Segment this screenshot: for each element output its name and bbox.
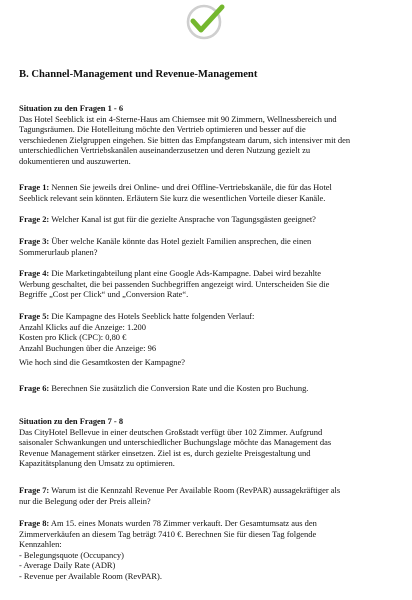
- question-7: [19, 485, 397, 506]
- question-1-label: Frage 1:: [19, 182, 50, 192]
- question-8-text: Zimmerverkäufen an diesem Tag beträgt 7410 €. Berechnen Sie für diesen Tag folgende: [19, 528, 317, 539]
- question-3-text: Über welche Kanäle könnte das Hotel gezielt Familien ansprechen, die einen: [49, 236, 312, 246]
- situation-2-line: Das CityHotel Bellevue in einer deutschen Großstadt verfügt über 102 Zimmer. Aufgrund: [19, 426, 323, 437]
- question-4-text: Werbung geschaltet, die bei passenden Suchbegriffen angezeigt wird. Unterscheiden Sie die: [19, 278, 330, 289]
- question-7-label: Frage 7:: [19, 485, 50, 495]
- situation-1-line: verschiedenen Zielgruppen eingehen. Sie bitten das Empfangsteam darum, sich intensiver mit den: [19, 134, 351, 145]
- situation-1-heading: Situation zu den Fragen 1 - 6: [19, 103, 124, 113]
- situation-1-line: Tagungsräumen. Die Hotelleitung möchte den Vertrieb optimieren und besser auf die: [19, 124, 306, 135]
- question-8-list-item: - Belegungsquote (Occupancy): [19, 549, 124, 560]
- question-6-label: Frage 6:: [19, 383, 50, 393]
- question-1-text: Nennen Sie jeweils drei Online- und drei Offline-Vertriebskanäle, die für das Hotel: [49, 182, 332, 192]
- situation-1-line: unterschiedlichen Vertriebskanälen auseinanderzusetzen und deren Nutzung gezielt zu: [19, 145, 311, 156]
- question-5-data: Kosten pro Klick (CPC): 0,80 €: [19, 332, 127, 343]
- situation-2: [19, 416, 397, 469]
- question-1: [19, 182, 397, 203]
- checkmark-logo-icon: [182, 3, 226, 41]
- question-5-label: Frage 5:: [19, 311, 50, 321]
- section-title: B. Channel-Management und Revenue-Management: [19, 69, 258, 80]
- question-6-text: Berechnen Sie zusätzlich die Conversion Rate und die Kosten pro Buchung.: [49, 383, 309, 393]
- question-8: [19, 518, 397, 582]
- question-4: [19, 268, 397, 300]
- question-2-label: Frage 2:: [19, 214, 50, 224]
- question-6: [19, 383, 397, 394]
- question-3-text: Sommerurlaub planen?: [19, 246, 98, 257]
- question-4-text: Begriffe „Cost per Click“ und „Conversion Rate“.: [19, 289, 189, 300]
- question-3: [19, 236, 397, 257]
- question-5-data: Anzahl Klicks auf die Anzeige: 1.200: [19, 321, 146, 332]
- question-8-list-item: - Revenue per Available Room (RevPAR).: [19, 570, 162, 581]
- situation-1-line: dokumentieren und auszuwerten.: [19, 155, 131, 166]
- question-5: [19, 311, 397, 368]
- situation-2-line: saisonaler Schwankungen und unterschiedlicher Buchungslage möchte das Management das: [19, 437, 332, 448]
- situation-1-line: Das Hotel Seeblick ist ein 4-Sterne-Haus am Chiemsee mit 90 Zimmern, Wellnessbereich und: [19, 113, 337, 124]
- question-7-text: nur die Belegung oder der Preis allein?: [19, 495, 151, 506]
- question-4-text: Die Marketingabteilung plant eine Google Ads-Kampagne. Dabei wird bezahlte: [49, 268, 322, 278]
- question-8-list-item: - Average Daily Rate (ADR): [19, 560, 116, 571]
- question-8-text: Am 15. eines Monats wurden 78 Zimmer verkauft. Der Gesamtumsatz aus den: [49, 518, 317, 528]
- situation-2-line: Revenue Management stärker einsetzen. Ziel ist es, durch gezielte Preisgestaltung und: [19, 447, 311, 458]
- question-2: [19, 214, 397, 225]
- question-5-intro: Die Kampagne des Hotels Seeblick hatte folgenden Verlauf:: [49, 311, 255, 321]
- question-2-text: Welcher Kanal ist gut für die gezielte Ansprache von Tagungsgästen geeignet?: [49, 214, 316, 224]
- question-4-label: Frage 4:: [19, 268, 50, 278]
- question-8-label: Frage 8:: [19, 518, 50, 528]
- question-5-question: Wie hoch sind die Gesamtkosten der Kampagne?: [19, 357, 186, 368]
- question-1-text: Seeblick relevant sein könnten. Erläutern Sie kurz die wesentlichen Vorteile dieser Kanäle.: [19, 192, 326, 203]
- situation-2-heading: Situation zu den Fragen 7 - 8: [19, 416, 124, 426]
- question-7-text: Warum ist die Kennzahl Revenue Per Available Room (RevPAR) aussagekräftiger als: [49, 485, 341, 495]
- question-8-text: Kennzahlen:: [19, 539, 62, 550]
- situation-1: [19, 103, 397, 167]
- situation-2-line: Kapazitätsplanung den Umsatz zu optimieren.: [19, 458, 175, 469]
- question-5-data: Anzahl Buchungen über die Anzeige: 96: [19, 342, 157, 353]
- question-3-label: Frage 3:: [19, 236, 50, 246]
